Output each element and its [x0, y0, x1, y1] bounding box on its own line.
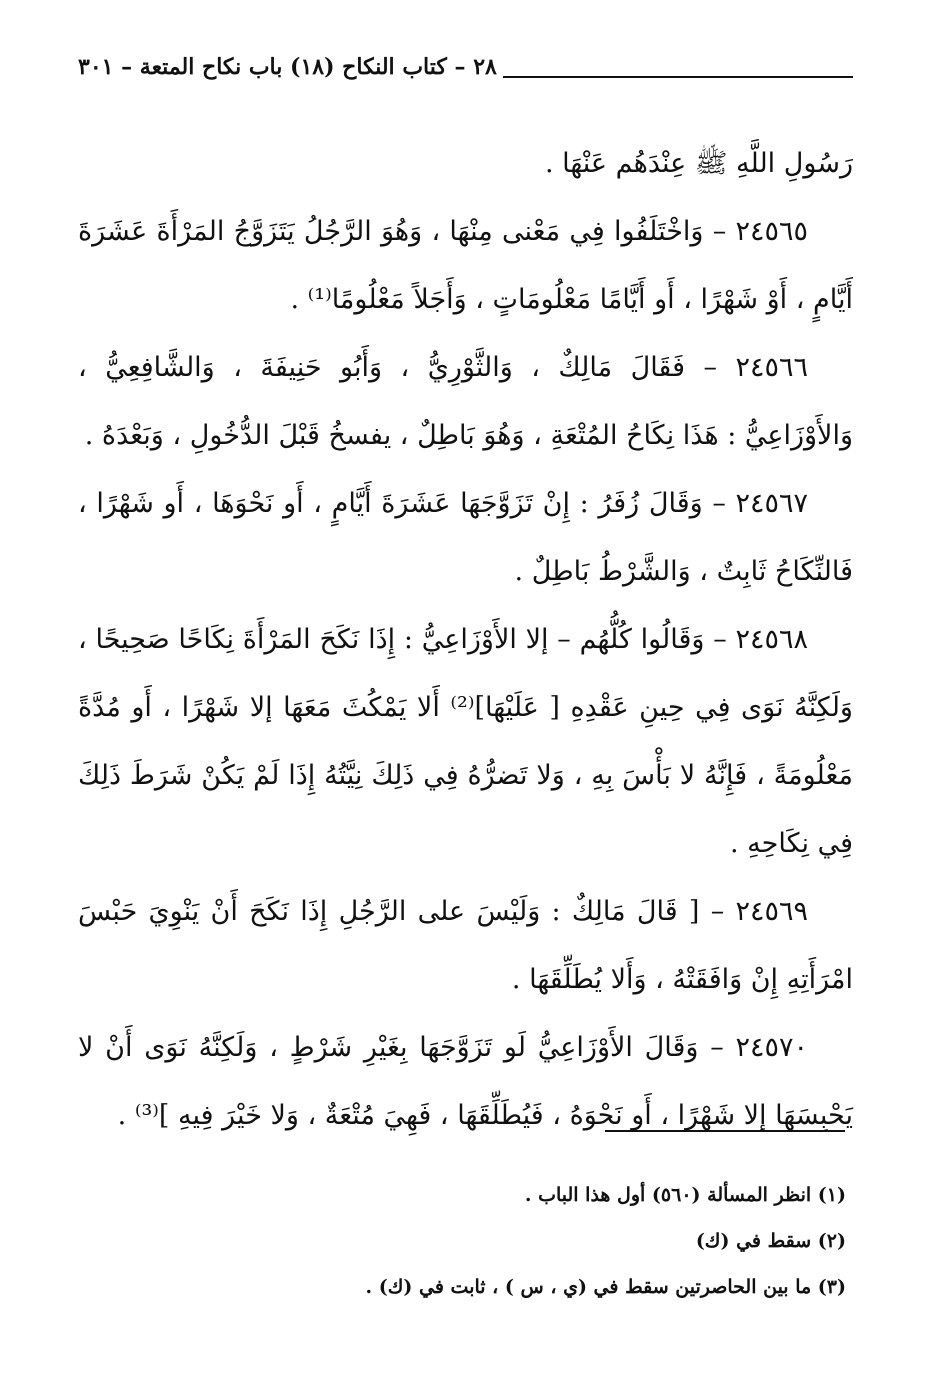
footnote-3: (٣) ما بين الحاصرتين سقط في (ي ، س ) ، ثابت في (ك) . — [365, 1276, 846, 1298]
paragraph-number: ٢٤٥٦٦ — [735, 352, 808, 383]
paragraph-number: ٢٤٥٦٩ — [735, 896, 808, 927]
paragraph-number: ٢٤٥٦٨ — [735, 624, 808, 655]
footnotes — [78, 1172, 846, 1310]
paragraph-number: ٢٤٥٦٥ — [735, 216, 808, 247]
paragraph-text: – وَقَالَ زُفَرُ : إِنْ تَزَوَّجَهَا عَشَرَةَ أَيَّامٍ ، أَو نَحْوَهَا ، أَو شَهْرًا ، فَالنِّكَاحُ ثَابِتٌ ، وَالشَّرْطُ بَاطِلٌ . — [78, 488, 853, 587]
paragraph-text: – [ قَالَ مَالِكٌ : وَلَيْسَ على الرَّجُلِ إِذَا نَكَحَ أَنْ يَنْوِيَ حَبْسَ امْرَأَتِهِ إِنْ وَافَقَتْهُ ، وَأَلا يُطَلِّقَهَا . — [78, 896, 853, 995]
paragraph-number: ٢٤٥٧٠ — [735, 1032, 808, 1063]
paragraph-24567 — [78, 470, 853, 606]
paragraph-24566 — [78, 334, 853, 470]
header-rule — [503, 76, 853, 78]
paragraph-text: – فَقَالَ مَالِكٌ ، وَالثَّوْرِيُّ ، وَأَبُو حَنِيفَةَ ، وَالشَّافِعِيُّ ، وَالأَوْزَاعِيُّ : هَذَا نِكَاحُ المُتْعَةِ ، وَهُوَ بَاطِلٌ ، يفسخُ قَبْلَ الدُّخُولِ ، وَبَعْدَهُ . — [78, 352, 853, 451]
paragraph-text: – وَقَالَ الأَوْزَاعِيُّ لَو تَزَوَّجَهَا بِغَيْرِ شَرْطٍ ، وَلَكِنَّهُ نَوَى أَنْ لا يَحْبِسَهَا إلا شَهْرًا ، أَو نَحْوَهُ ، فَيُطَلِّقَهَا ، فَهِيَ مُتْعَةٌ ، وَلا خَيْرَ فِيهِ ]⁽³⁾ . — [78, 1032, 853, 1131]
footnote-separator — [605, 1130, 845, 1132]
paragraph-24568 — [78, 606, 853, 878]
running-header-title: ٢٨ – كتاب النكاح (١٨) باب نكاح المتعة – ٣٠١ — [78, 54, 497, 80]
paragraph-24565 — [78, 198, 853, 334]
page-header — [78, 50, 853, 90]
paragraph-24569 — [78, 878, 853, 1014]
main-text — [78, 130, 853, 1150]
paragraph-text: – وَقَالُوا كُلُّهُم – إلا الأَوْزَاعِيُّ : إِذَا نَكَحَ المَرْأَةَ نِكَاحًا صَحِيحًا ، وَلَكِنَّهُ نَوَى فِي حِينِ عَقْدِهِ [ عَلَيْهَا]⁽²⁾ أَلا يَمْكُثَ مَعَهَا إلا شَهْرًا ، أَو مُدَّةً مَعْلُومَةً ، فَإِنَّهُ لا بَأْسَ بِهِ ، وَلا تَضرُّهُ فِي ذَلِكَ نِيَّتُهُ إِذَا لَمْ يَكُنْ شَرَطَ ذَلِكَ فِي نِكَاحِهِ . — [78, 624, 853, 859]
footnote-2: (٢) سقط في (ك) — [695, 1230, 846, 1252]
paragraph-text: – وَاخْتَلَفُوا فِي مَعْنى مِنْهَا ، وَهُوَ الرَّجُلُ يَتَزَوَّجُ المَرْأَةَ عَشَرَةَ أَيَّامٍ ، أَوْ شَهْرًا ، أَو أَيَّامًا مَعْلُومَاتٍ ، وَأَجَلاً مَعْلُومًا⁽¹⁾ . — [78, 216, 853, 315]
paragraph-number: ٢٤٥٦٧ — [735, 488, 808, 519]
paragraph-continuation — [78, 130, 853, 198]
footnote-1: (١) انظر المسألة (٥٦٠) أول هذا الباب . — [524, 1184, 846, 1206]
paragraph-text: رَسُولِ اللَّهِ ﷺ عِنْدَهُم عَنْهَا . — [544, 148, 853, 179]
